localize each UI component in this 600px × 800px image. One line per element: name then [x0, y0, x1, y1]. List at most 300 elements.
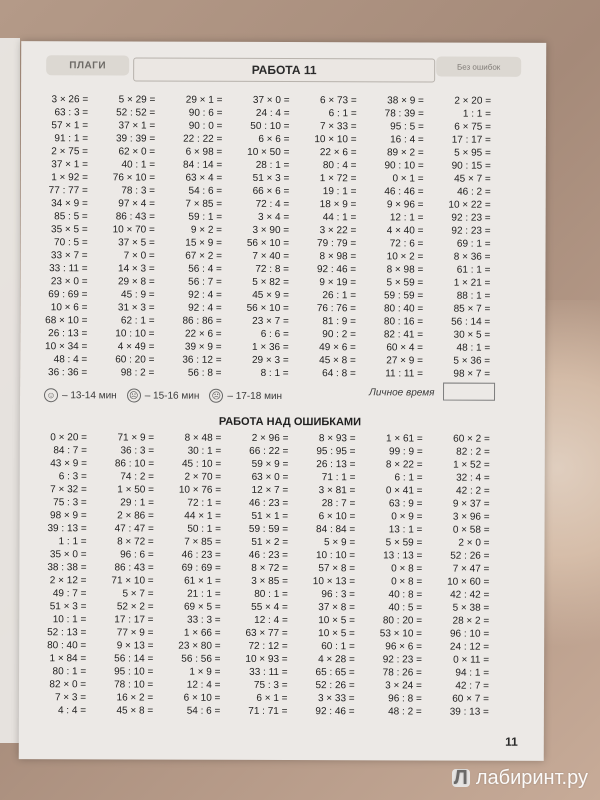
- math-problem: 29 × 8 =: [117, 276, 155, 288]
- math-problem: 61 × 1 =: [184, 575, 221, 587]
- math-problem: 0 × 9 =: [391, 511, 423, 523]
- math-problem: 9 × 2 =: [190, 224, 223, 236]
- math-problem: 7 × 32 =: [50, 484, 87, 496]
- math-problem: 39 : 39 =: [115, 133, 156, 145]
- math-problem: 8 × 22 =: [385, 459, 423, 471]
- neutral-face-icon: ☹: [127, 388, 141, 402]
- math-problem: 26 : 13 =: [316, 459, 356, 471]
- math-problem: 60 × 7 =: [452, 693, 489, 705]
- math-problem: 1 × 84 =: [49, 653, 87, 665]
- math-problem: 36 : 3 =: [120, 445, 155, 457]
- math-problem: 8 × 48 =: [184, 432, 222, 444]
- math-problem: 96 : 3 =: [321, 589, 356, 601]
- math-problem: 63 × 77 =: [245, 627, 288, 640]
- math-problem: 64 : 8 =: [322, 368, 356, 380]
- math-problem: 10 × 10 =: [314, 134, 357, 146]
- math-problem: 57 × 8 =: [318, 563, 356, 575]
- math-problem: 66 × 6 =: [252, 185, 290, 198]
- math-problem: 59 × 9 =: [251, 458, 289, 471]
- math-problem: 10 × 93 =: [245, 653, 288, 666]
- math-problem: 45 : 10 =: [181, 458, 222, 470]
- legend-text-1: – 13-14 мин: [61, 389, 117, 401]
- math-problem: 6 × 75 =: [454, 121, 491, 133]
- math-problem: 30 × 5 =: [453, 329, 491, 341]
- left-page-strip: [0, 38, 20, 743]
- math-problem: 23 × 0 =: [50, 276, 88, 288]
- math-problem: 82 : 41 =: [383, 329, 424, 341]
- math-problem: 17 : 17 =: [114, 614, 154, 626]
- math-problem: 86 : 43 =: [114, 562, 154, 574]
- math-problem: 90 : 6 =: [188, 107, 223, 119]
- sad-face-icon: ☹: [209, 389, 223, 403]
- math-problem: 68 × 10 =: [45, 315, 88, 327]
- math-problem: 96 × 6 =: [385, 641, 423, 653]
- math-problem: 96 : 8 =: [388, 693, 422, 705]
- legend-item-3: [209, 389, 282, 403]
- math-problem: 6 × 73 =: [320, 95, 357, 107]
- math-problem: 34 × 9 =: [51, 198, 88, 210]
- math-problem: 80 : 1 =: [254, 588, 288, 601]
- math-problem: 82 × 0 =: [49, 679, 87, 691]
- math-problem: 63 : 3 =: [54, 107, 89, 119]
- math-problem: 12 : 1 =: [389, 212, 424, 224]
- math-problem: 2 × 96 =: [251, 432, 289, 445]
- math-problem: 1 × 92 =: [51, 172, 88, 184]
- math-problem: 19 : 1 =: [322, 186, 357, 198]
- math-problem: 26 : 13 =: [48, 328, 88, 340]
- math-problem: 26 : 1 =: [322, 290, 357, 302]
- math-problem: 10 × 50 =: [247, 146, 290, 159]
- math-problem: 56 : 56 =: [181, 653, 221, 665]
- math-problem: 10 : 10 =: [315, 550, 356, 562]
- math-problem: 16 × 2 =: [116, 692, 154, 704]
- work-11-grid: [30, 93, 501, 381]
- math-problem: 46 : 46 =: [384, 186, 424, 198]
- math-problem: 63 × 0 =: [251, 471, 289, 484]
- math-problem: 12 : 4 =: [254, 614, 288, 627]
- math-problem: 0 × 8 =: [391, 576, 423, 588]
- math-problem: 92 : 23 =: [451, 225, 491, 237]
- math-problem: 75 : 3 =: [253, 679, 288, 692]
- math-problem: 3 × 90 =: [252, 224, 290, 237]
- math-problem: 60 × 2 =: [453, 433, 490, 445]
- math-problem: 96 : 10 =: [449, 628, 490, 640]
- math-problem: 91 : 1 =: [54, 133, 89, 145]
- math-problem: 9 × 19 =: [319, 277, 357, 289]
- math-problem: 78 : 10 =: [114, 679, 154, 691]
- math-problem: 98 × 9 =: [50, 510, 87, 522]
- math-problem: 49 : 7 =: [52, 588, 87, 600]
- math-problem: 1 × 61 =: [385, 433, 423, 445]
- math-problem: 72 : 1 =: [187, 497, 222, 509]
- math-problem: 7 × 0 =: [123, 250, 155, 262]
- math-problem: 52 : 52 =: [116, 107, 156, 119]
- math-problem: 29 × 3 =: [251, 354, 289, 367]
- math-problem: 70 : 5 =: [54, 237, 88, 249]
- math-problem: 59 : 59 =: [248, 523, 289, 536]
- math-problem: 45 × 8 =: [116, 705, 154, 717]
- math-problem: 10 × 76 =: [178, 484, 222, 496]
- math-problem: 9 × 96 =: [386, 199, 424, 211]
- math-problem: 35 × 5 =: [51, 224, 88, 236]
- math-problem: 90 : 2 =: [322, 329, 356, 341]
- math-problem: 69 : 69 =: [48, 289, 88, 301]
- math-problem: 44 × 1 =: [184, 510, 222, 522]
- math-problem: 86 : 10 =: [114, 458, 155, 470]
- math-problem: 1 × 66 =: [183, 627, 221, 639]
- section-title: РАБОТА НАД ОШИБКАМИ: [218, 415, 362, 429]
- math-problem: 61 : 1 =: [456, 264, 491, 276]
- math-problem: 2 × 0 =: [458, 537, 490, 549]
- math-problem: 66 : 22 =: [249, 445, 289, 458]
- math-problem: 99 : 9 =: [389, 446, 423, 458]
- math-problem: 10 : 1 =: [52, 614, 87, 626]
- math-problem: 95 : 95 =: [316, 446, 356, 458]
- math-problem: 89 × 2 =: [386, 147, 424, 159]
- math-problem: 17 : 17 =: [451, 134, 491, 146]
- math-problem: 90 : 15 =: [451, 160, 491, 172]
- math-problem: 90 : 10 =: [384, 160, 424, 172]
- math-problem: 28 × 2 =: [452, 615, 490, 627]
- math-problem: 50 : 10 =: [250, 120, 290, 133]
- math-problem: 85 × 7 =: [453, 303, 491, 315]
- math-problem: 0 × 58 =: [452, 524, 490, 536]
- math-problem: 1 × 52 =: [453, 459, 490, 471]
- math-problem: 28 : 1 =: [255, 159, 290, 172]
- math-problem: 5 × 82 =: [252, 276, 289, 289]
- math-problem: 95 : 5 =: [390, 121, 424, 133]
- legend-item-2: [127, 388, 200, 402]
- math-problem: 45 × 7 =: [454, 173, 491, 185]
- math-problem: 38 × 9 =: [387, 95, 424, 107]
- math-problem: 9 × 13 =: [116, 640, 154, 652]
- math-problem: 92 : 46 =: [315, 706, 355, 718]
- math-problem: 43 × 9 =: [50, 458, 87, 470]
- math-problem: 84 : 14 =: [183, 159, 223, 171]
- math-problem: 36 : 36 =: [48, 367, 88, 379]
- math-problem: 80 : 20 =: [382, 615, 423, 627]
- math-problem: 3 × 4 =: [258, 211, 290, 224]
- math-problem: 0 × 41 =: [385, 485, 423, 497]
- math-problem: 69 : 1 =: [456, 238, 491, 250]
- personal-time-label: Личное время: [369, 387, 435, 399]
- math-problem: 10 × 70 =: [112, 224, 155, 236]
- math-problem: 2 × 70 =: [184, 471, 222, 483]
- math-problem: 10 × 2 =: [386, 251, 424, 263]
- math-problem: 6 : 1 =: [394, 472, 423, 484]
- math-problem: 51 × 1 =: [251, 510, 289, 523]
- error-work-grid: [29, 431, 500, 719]
- math-problem: 71 : 1 =: [321, 472, 356, 484]
- math-problem: 3 × 22 =: [319, 225, 357, 237]
- math-problem: 5 × 95 =: [454, 147, 491, 159]
- math-problem: 37 × 0 =: [252, 94, 290, 107]
- math-problem: 4 × 28 =: [318, 654, 355, 666]
- math-problem: 98 : 2 =: [120, 367, 155, 379]
- math-problem: 56 × 10 =: [246, 302, 289, 315]
- math-problem: 10 × 60 =: [447, 576, 490, 588]
- math-problem: 92 : 4 =: [188, 302, 222, 314]
- math-problem: 82 : 2 =: [456, 446, 490, 458]
- math-problem: 14 × 3 =: [118, 263, 155, 275]
- math-problem: 24 : 12 =: [449, 641, 490, 653]
- math-problem: 16 : 4 =: [390, 134, 424, 146]
- math-problem: 37 × 8 =: [318, 602, 356, 614]
- logo-left: ПЛАГИ: [46, 55, 129, 75]
- math-problem: 3 × 96 =: [452, 511, 490, 523]
- math-problem: 46 : 23 =: [248, 497, 289, 510]
- math-problem: 5 × 59 =: [386, 277, 424, 289]
- math-problem: 10 × 34 =: [45, 341, 88, 353]
- math-problem: 7 × 3 =: [54, 692, 87, 704]
- math-problem: 78 : 39 =: [384, 108, 424, 120]
- math-problem: 0 × 8 =: [391, 563, 423, 575]
- math-problem: 57 × 1 =: [51, 120, 89, 132]
- math-problem: 51 × 3 =: [252, 172, 290, 185]
- math-problem: 2 × 86 =: [117, 510, 154, 522]
- math-problem: 35 × 0 =: [49, 549, 87, 561]
- legend-text-3: – 17-18 мин: [227, 390, 283, 402]
- math-problem: 32 : 4 =: [456, 472, 490, 484]
- math-problem: 51 × 2 =: [251, 536, 289, 549]
- math-problem: 1 : 1 =: [462, 108, 492, 120]
- math-problem: 22 × 6 =: [319, 147, 357, 159]
- math-problem: 11 : 11 =: [385, 368, 423, 380]
- math-problem: 6 × 6 =: [258, 133, 290, 146]
- math-problem: 77 × 9 =: [116, 627, 154, 639]
- math-problem: 81 : 9 =: [322, 316, 356, 328]
- math-problem: 1 × 50 =: [117, 484, 154, 496]
- math-problem: 69 × 5 =: [183, 601, 221, 613]
- math-problem: 1 : 1 =: [58, 536, 87, 548]
- math-problem: 72 : 6 =: [389, 238, 424, 250]
- workbook-page: [19, 41, 547, 761]
- math-problem: 1 × 9 =: [189, 666, 221, 678]
- math-problem: 5 × 59 =: [385, 537, 423, 549]
- math-problem: 40 : 1 =: [121, 159, 156, 171]
- math-problem: 45 × 9 =: [252, 289, 289, 302]
- math-problem: 92 : 4 =: [188, 289, 222, 301]
- math-problem: 6 : 1 =: [328, 108, 357, 120]
- math-problem: 44 : 1 =: [322, 212, 357, 224]
- math-problem: 1 × 72 =: [319, 173, 357, 185]
- math-problem: 23 × 7 =: [252, 315, 289, 328]
- math-problem: 71 : 71 =: [248, 705, 288, 718]
- math-problem: 7 × 47 =: [452, 563, 490, 575]
- math-problem: 42 : 2 =: [456, 485, 490, 497]
- math-problem: 2 × 20 =: [454, 95, 492, 107]
- math-problem: 72 : 8 =: [255, 263, 290, 276]
- math-problem: 56 : 14 =: [114, 653, 154, 665]
- math-problem: 10 × 5 =: [318, 615, 355, 627]
- math-problem: 48 : 1 =: [456, 342, 491, 354]
- math-problem: 39 : 13 =: [47, 523, 87, 535]
- math-problem: 77 : 77 =: [48, 185, 88, 197]
- watermark: [452, 767, 588, 790]
- math-problem: 98 × 7 =: [453, 368, 491, 380]
- math-problem: 27 × 9 =: [386, 355, 424, 367]
- math-problem: 7 × 40 =: [252, 250, 290, 263]
- math-problem: 8 × 93 =: [318, 433, 356, 445]
- math-problem: 6 : 6 =: [260, 328, 289, 341]
- math-problem: 80 : 1 =: [52, 666, 87, 678]
- math-problem: 50 : 1 =: [187, 523, 221, 535]
- math-problem: 4 : 4 =: [57, 705, 87, 717]
- math-problem: 1 × 36 =: [252, 341, 289, 354]
- math-problem: 30 : 1 =: [187, 445, 222, 457]
- math-problem: 0 × 1 =: [392, 173, 424, 185]
- math-problem: 6 × 1 =: [256, 692, 288, 705]
- math-problem: 59 : 59 =: [383, 290, 424, 302]
- math-problem: 15 × 9 =: [185, 237, 222, 249]
- math-problem: 54 : 6 =: [186, 705, 221, 717]
- math-problem: 2 × 12 =: [49, 575, 87, 587]
- math-problem: 79 : 79 =: [317, 238, 357, 250]
- math-problem: 37 × 1 =: [51, 159, 88, 171]
- math-problem: 94 : 1 =: [455, 667, 490, 679]
- legend-text-2: – 15-16 мин: [144, 390, 200, 402]
- math-problem: 6 × 10 =: [318, 511, 356, 523]
- math-problem: 76 × 10 =: [112, 172, 156, 184]
- math-problem: 96 : 6 =: [120, 549, 154, 561]
- math-problem: 97 × 4 =: [118, 198, 155, 210]
- math-problem: 8 × 98 =: [319, 251, 357, 263]
- math-problem: 10 : 10 =: [115, 328, 155, 340]
- math-problem: 40 : 5 =: [388, 602, 423, 614]
- math-problem: 28 : 7 =: [321, 498, 356, 510]
- math-problem: 0 × 20 =: [50, 432, 88, 444]
- math-problem: 84 : 84 =: [316, 524, 356, 536]
- math-problem: 6 : 3 =: [58, 471, 87, 483]
- time-legend: [44, 385, 504, 407]
- math-problem: 42 : 7 =: [455, 680, 490, 692]
- labirint-logo-icon: Л: [453, 767, 468, 789]
- math-problem: 7 × 85 =: [184, 536, 221, 548]
- math-problem: 4 × 40 =: [386, 225, 424, 237]
- math-problem: 23 × 80 =: [178, 640, 221, 652]
- math-problem: 8 × 72 =: [117, 536, 154, 548]
- math-problem: 22 : 22 =: [183, 133, 223, 145]
- math-problem: 40 : 8 =: [388, 589, 423, 601]
- math-problem: 78 : 26 =: [382, 667, 422, 679]
- math-problem: 76 : 76 =: [316, 303, 357, 315]
- page-title: РАБОТА 11: [133, 57, 435, 82]
- math-problem: 80 : 4 =: [322, 160, 357, 172]
- math-problem: 71 × 10 =: [111, 575, 154, 587]
- math-problem: 12 × 7 =: [251, 484, 289, 497]
- math-problem: 67 × 2 =: [185, 250, 222, 262]
- math-problem: 45 × 8 =: [319, 355, 356, 367]
- math-problem: 63 × 4 =: [185, 172, 223, 184]
- math-problem: 62 : 1 =: [120, 315, 155, 327]
- math-problem: 48 : 4 =: [53, 354, 88, 366]
- math-problem: 37 × 5 =: [118, 237, 155, 249]
- math-problem: 60 : 20 =: [115, 354, 155, 366]
- math-problem: 29 : 1 =: [120, 497, 154, 509]
- math-problem: 45 : 9 =: [120, 289, 155, 301]
- math-problem: 10 × 6 =: [50, 302, 88, 314]
- math-problem: 53 × 10 =: [379, 628, 423, 640]
- math-problem: 92 : 23 =: [382, 654, 422, 666]
- math-problem: 86 : 43 =: [115, 211, 155, 223]
- math-problem: 0 × 11 =: [453, 654, 490, 666]
- math-problem: 8 × 36 =: [453, 251, 491, 263]
- math-problem: 52 : 13 =: [47, 627, 87, 639]
- math-problem: 10 × 22 =: [448, 199, 491, 211]
- math-problem: 5 × 38 =: [452, 602, 490, 614]
- math-problem: 85 : 5 =: [54, 211, 88, 223]
- math-problem: 5 × 7 =: [122, 588, 154, 600]
- math-problem: 33 : 3 =: [186, 614, 221, 626]
- math-problem: 88 : 1 =: [456, 290, 491, 302]
- math-problem: 10 × 13 =: [312, 576, 356, 588]
- math-problem: 78 : 3 =: [121, 185, 156, 197]
- math-problem: 56 × 10 =: [246, 237, 290, 250]
- math-problem: 72 : 4 =: [255, 198, 290, 211]
- math-problem: 46 : 23 =: [181, 549, 221, 561]
- math-problem: 39 : 13 =: [449, 706, 489, 718]
- math-problem: 36 : 12 =: [182, 354, 222, 366]
- math-problem: 62 × 0 =: [118, 146, 156, 158]
- math-problem: 29 × 1 =: [185, 94, 223, 106]
- math-problem: 80 : 16 =: [383, 316, 424, 328]
- math-problem: 84 : 7 =: [53, 445, 87, 457]
- smile-face-icon: ☺: [44, 388, 58, 402]
- math-problem: 10 × 5 =: [318, 628, 355, 640]
- math-problem: 95 : 10 =: [114, 666, 154, 678]
- math-problem: 52 : 26 =: [315, 680, 355, 692]
- math-problem: 75 : 3 =: [53, 497, 87, 509]
- personal-time-box[interactable]: [443, 383, 495, 401]
- math-problem: 46 : 23 =: [248, 549, 289, 562]
- math-problem: 92 : 46 =: [316, 264, 357, 276]
- math-problem: 42 : 42 =: [450, 589, 490, 601]
- math-problem: 49 × 6 =: [319, 342, 356, 354]
- math-problem: 6 × 10 =: [183, 692, 221, 704]
- math-problem: 74 : 2 =: [120, 471, 155, 483]
- math-problem: 18 × 9 =: [319, 199, 357, 211]
- math-problem: 47 : 47 =: [114, 523, 154, 535]
- math-problem: 3 × 81 =: [318, 485, 356, 497]
- math-problem: 56 : 7 =: [188, 276, 222, 288]
- math-problem: 56 : 8 =: [187, 367, 222, 379]
- math-problem: 13 : 13 =: [383, 550, 423, 562]
- math-problem: 31 × 3 =: [117, 302, 155, 314]
- math-problem: 52 × 2 =: [116, 601, 154, 613]
- math-problem: 3 × 26 =: [51, 94, 89, 106]
- math-problem: 60 : 1 =: [321, 641, 355, 653]
- math-problem: 80 : 40 =: [383, 303, 424, 315]
- math-problem: 1 × 21 =: [453, 277, 491, 289]
- math-problem: 51 × 3 =: [49, 601, 87, 613]
- math-problem: 5 × 9 =: [324, 537, 356, 549]
- math-problem: 4 × 49 =: [117, 341, 155, 353]
- legend-item-1: [44, 388, 117, 402]
- math-problem: 63 : 9 =: [388, 498, 423, 510]
- math-problem: 9 × 37 =: [452, 498, 490, 510]
- math-problem: 65 : 65 =: [315, 667, 355, 679]
- math-problem: 33 : 11 =: [249, 666, 288, 679]
- math-problem: 33 : 11 =: [49, 263, 88, 275]
- math-problem: 92 : 23 =: [451, 212, 491, 224]
- math-problem: 21 : 1 =: [187, 588, 221, 600]
- math-problem: 39 × 9 =: [184, 341, 222, 353]
- math-problem: 60 × 4 =: [386, 342, 424, 354]
- math-problem: 56 : 14 =: [451, 316, 491, 328]
- math-problem: 7 × 85 =: [185, 198, 223, 210]
- math-problem: 3 × 33 =: [317, 693, 355, 705]
- page-number: 11: [505, 734, 518, 749]
